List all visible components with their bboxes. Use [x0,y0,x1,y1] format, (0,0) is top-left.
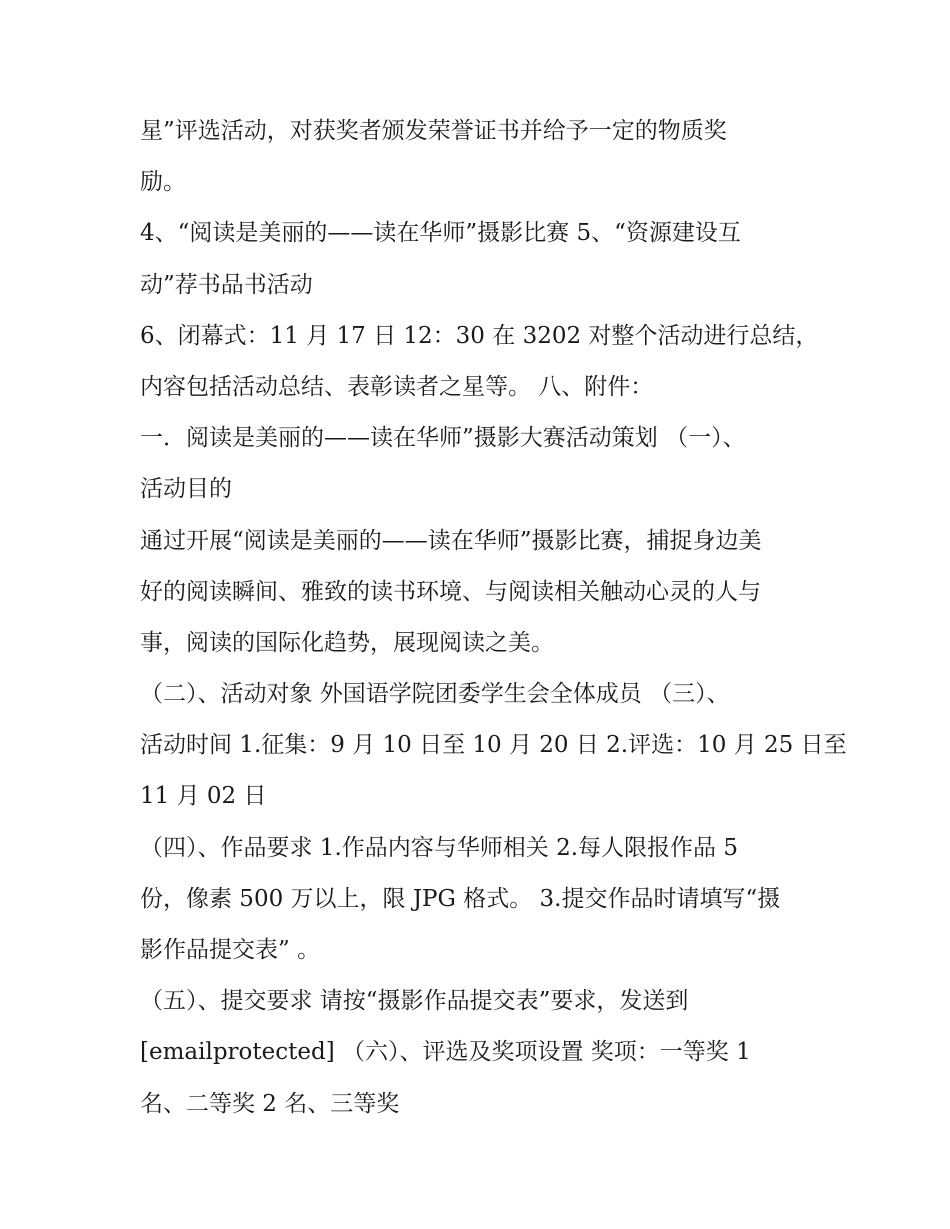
text-line: 动”荐书品书活动 [140,271,313,298]
text-line: 份，像素 500 万以上，限 JPG 格式。 3.提交作品时请填写“摄 [140,885,781,912]
text-line: 4、“阅读是美丽的——读在华师”摄影比赛 5、“资源建设互 [140,220,741,247]
text-line: 6、闭幕式：11 月 17 日 12：30 在 3202 对整个活动进行总结， [140,322,819,349]
text-line: 11 月 02 日 [140,783,267,810]
text-line: 影作品提交表” 。 [140,937,321,963]
text-line: 一．阅读是美丽的——读在华师”摄影大赛活动策划 （一）、 [140,425,746,452]
text-line: 星”评选活动，对获奖者颁发荣誉证书并给予一定的物质奖 [140,118,727,144]
text-line: （二）、活动对象 外国语学院团委学生会全体成员 （三）、 [140,681,730,708]
text-line: 励。 [140,169,186,196]
text-line: 活动目的 [140,476,232,503]
text-line: 好的阅读瞬间、雅致的读书环境、与阅读相关触动心灵的人与 [140,578,761,605]
text-line: 名、二等奖 2 名、三等奖 [140,1090,400,1117]
document-body [140,106,847,1130]
text-line: 活动时间 1.征集：9 月 10 日至 10 月 20 日 2.评选：10 月 25 日至 [140,732,847,759]
text-line: 通过开展“阅读是美丽的——读在华师”摄影比赛，捕捉身边美 [140,527,762,554]
text-line: （五）、提交要求 请按“摄影作品提交表”要求，发送到 [140,988,689,1015]
text-line: 内容包括活动总结、表彰读者之星等。 八、附件： [140,373,654,400]
text-line: （四）、作品要求 1.作品内容与华师相关 2.每人限报作品 5 [140,834,738,861]
text-line: 事，阅读的国际化趋势，展现阅读之美。 [140,629,554,656]
text-line: [emailprotected] （六）、评选及奖项设置 奖项：一等奖 1 [140,1039,751,1066]
